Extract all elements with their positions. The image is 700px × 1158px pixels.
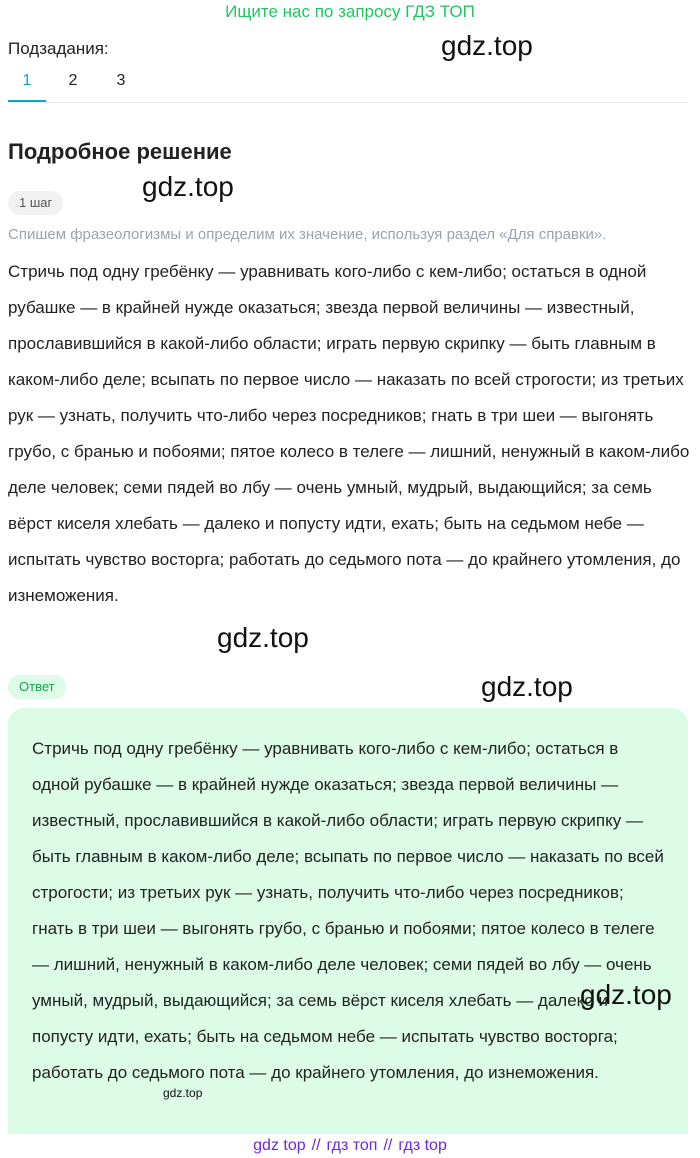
subtask-tabs bbox=[8, 64, 688, 103]
footer-links bbox=[0, 1134, 700, 1158]
answer-text: Стричь под одну гребёнку — уравнивать кого-либо с кем-либо; остаться в одной рубашке — в крайней нужде оказаться; звезда первой величины — известный, прославившийся в какой-либо области; играть первую скрипку — быть главным в каком-либо деле; всыпать по первое число — наказать по всей строгости; из третьих рук — узнать, получить что-либо через посредников; гнать в три шеи — выгонять грубо, с бранью и побоями; пятое колесо в телеге — лишний, ненужный в каком-либо деле человек; семи пядей во лбу — очень умный, мудрый, выдающийся; за семь вёрст киселя хлебать — далеко и попусту идти, ехать; быть на седьмом небе — испытать чувство восторга; работать до седьмого пота — до крайнего утомления, до изнеможения. bbox=[32, 739, 664, 1082]
step-badge: 1 шаг bbox=[8, 191, 63, 215]
tab-subtask-3[interactable]: 3 bbox=[116, 72, 126, 89]
search-banner: Ищите нас по запросу ГДЗ ТОП bbox=[225, 2, 475, 21]
footer-separator: // bbox=[383, 1137, 393, 1154]
footer-separator: // bbox=[311, 1137, 321, 1154]
watermark: gdz.top bbox=[580, 979, 672, 1010]
watermark: gdz.top bbox=[142, 171, 234, 202]
watermark: gdz.top bbox=[217, 622, 309, 653]
watermark: gdz.top bbox=[481, 671, 573, 702]
step-description: Спишем фразеологизмы и определим их значение, используя раздел «Для справки». bbox=[8, 226, 607, 243]
tab-subtask-1[interactable]: 1 bbox=[8, 64, 46, 102]
answer-badge: Ответ bbox=[8, 675, 66, 699]
footer-link-gdz-top[interactable]: gdz top bbox=[253, 1137, 306, 1154]
watermark: gdz.top bbox=[441, 30, 533, 61]
solution-text: Стричь под одну гребёнку — уравнивать кого-либо с кем-либо; остаться в одной рубашке — в крайней нужде оказаться; звезда первой величины — известный, прославившийся в какой-либо области; играть первую скрипку — быть главным в каком-либо деле; всыпать по первое число — наказать по всей строгости; из третьих рук — узнать, получить что-либо через посредников; гнать в три шеи — выгонять грубо, с бранью и побоями; пятое колесо в телеге — лишний, ненужный в каком-либо деле человек; семи пядей во лбу — очень умный, мудрый, выдающийся; за семь вёрст киселя хлебать — далеко и попусту идти, ехать; быть на седьмом небе — испытать чувство восторга; работать до седьмого пота — до крайнего утомления, до изнеможения. bbox=[8, 262, 690, 605]
subtasks-label: Подзадания: bbox=[8, 39, 109, 58]
tab-subtask-2[interactable]: 2 bbox=[68, 72, 78, 89]
footer-link-gdz-top-ru[interactable]: гдз топ bbox=[326, 1137, 378, 1154]
footer-link-gdz-top-mixed[interactable]: гдз top bbox=[398, 1137, 447, 1154]
answer-box bbox=[8, 708, 688, 1134]
watermark: gdz.top bbox=[163, 1086, 203, 1100]
solution-title: Подробное решение bbox=[8, 139, 232, 164]
